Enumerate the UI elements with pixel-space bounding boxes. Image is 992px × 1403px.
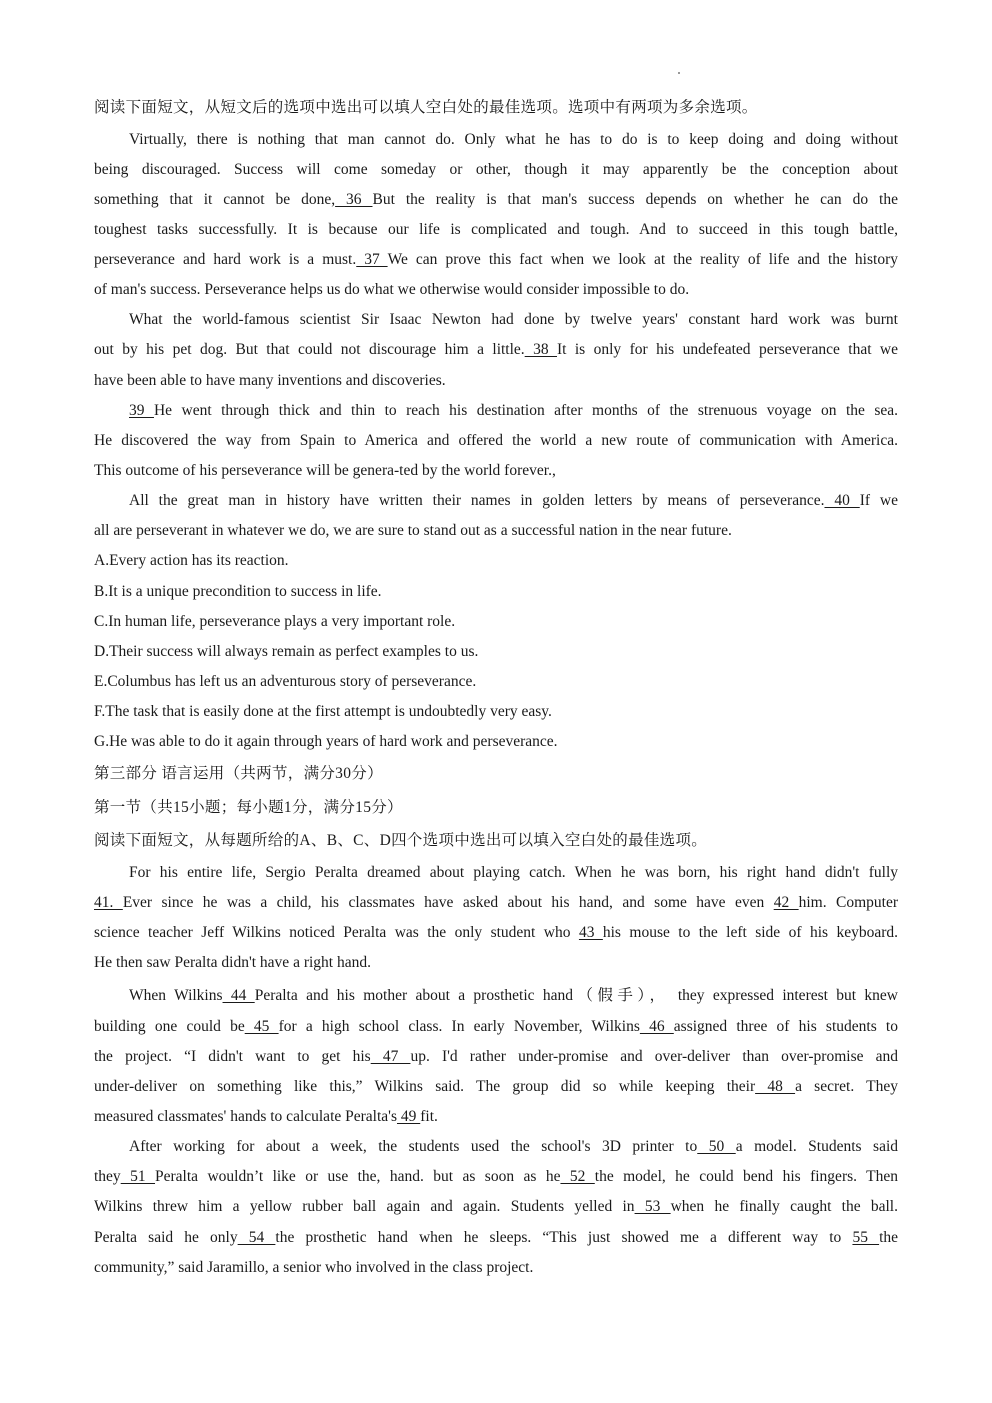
text-span: measured classmates' hands to calculate Peralta's [94,1107,397,1125]
text-span: the project. “I didn't want to get his [94,1047,371,1065]
text-span: science teacher Jeff Wilkins noticed Peralta was the only student who [94,924,571,942]
text-line [94,1223,898,1253]
blank-54: 54 [237,1228,276,1246]
text-line [94,245,898,275]
text-line [94,486,898,516]
text-line: toughest tasks successfully. It is because our life is complicated and tough. And to succeed in this tough battle, [94,220,898,238]
document-page [94,91,898,1283]
text-line [94,185,898,215]
text-span: they [94,1168,121,1186]
section-b-instruction: 阅读下面短文，从短文后的选项中选出可以填人空白处的最佳选项。选项中有两项为多余选项。 [94,99,758,116]
text-line: He discovered the way from Spain to America and offered the world a new route of communication with America. [94,431,898,449]
text-span: Wilkins threw him a yellow rubber ball again and again. Students yelled in [94,1198,635,1216]
blank-38: 38 [524,341,557,359]
scan-speck [678,72,680,74]
text-span: fit. [420,1107,438,1125]
passage-1-paragraph-2 [94,305,898,395]
text-span: Peralta and his mother about a prosthetic hand（假手）， they expressed interest but knew [254,986,898,1004]
passage-1 [94,125,898,547]
text-line [94,1192,898,1222]
blank-55: 55 [852,1228,880,1246]
text-span: assigned three of his students to [673,1017,898,1035]
text-line: Virtually, there is nothing that man cannot do. Only what he has to do is to keep doing and doing without [129,130,898,148]
text-span: him. Computer [798,894,898,912]
blank-48: 48 [755,1077,796,1095]
option-g: G.He was able to do it again through years of hard work and perseverance. [94,733,558,751]
section-1-instruction: 阅读下面短文，从每题所给的A、B、C、D四个选项中选出可以填入空白处的最佳选项。 [94,832,708,850]
blank-40: 40 [824,492,860,510]
blank-37: 37 [356,251,388,269]
blank-42: 42 [773,894,799,912]
text-line: have been able to have many inventions and discoveries. [94,371,446,389]
text-span: the prosthetic hand when he sleeps. “This just showed me a different way to [275,1228,842,1246]
text-span: He went through thick and thin to reach his destination after months of the strenuous voyage on the sea. [153,401,898,419]
option-a: A.Every action has its reaction. [94,552,289,570]
passage-1-paragraph-1 [94,125,898,306]
passage-1-paragraph-3 [94,396,898,486]
option-d: D.Their success will always remain as perfect examples to us. [94,642,479,660]
text-line: of man's success. Perseverance helps us do what we otherwise would consider impossible to do. [94,281,690,299]
text-line [94,1132,898,1162]
text-span: the model, he could bend his fingers. Then [594,1168,898,1186]
text-line: community,” said Jaramillo, a senior who involved in the class project. [94,1258,534,1276]
blank-52: 52 [560,1168,595,1186]
passage-2 [94,858,898,1283]
blank-45: 45 [244,1017,279,1035]
blank-44: 44 [222,986,255,1004]
text-line: This outcome of his perseverance will be genera-ted by the world forever., [94,462,556,480]
text-span: All the great man in history have written their names in golden letters by means of perseverance. [129,492,825,510]
text-line [94,396,898,426]
text-span: But the reality is that man's success depends on whether he can do the [372,190,898,208]
blank-51: 51 [120,1168,156,1186]
text-span: perseverance and hard work is a must. [94,251,357,269]
blank-39: 39 [129,401,154,419]
text-span: something that it cannot be done, [94,190,336,208]
option-f: F.The task that is easily done at the first attempt is undoubtedly very easy. [94,703,552,721]
option-c: C.In human life, perseverance plays a very important role. [94,612,456,630]
text-line: For his entire life, Sergio Peralta dreamed about playing catch. When he was born, his right hand didn't fully [129,863,898,881]
text-span: If we [859,492,898,510]
text-span: Ever since he was a child, his classmates have asked about his hand, and some have even [122,894,765,912]
text-span: his mouse to the left side of his keyboard. [602,924,898,942]
text-line [94,1042,898,1072]
passage-2-paragraph-3 [94,1132,898,1283]
text-span: when he finally caught the ball. [670,1198,898,1216]
passage-2-paragraph-2 [94,979,898,1133]
option-b: B.It is a unique precondition to success in life. [94,582,382,600]
option-e: E.Columbus has left us an adventurous story of perseverance. [94,673,477,691]
text-span: a model. Students said [735,1138,898,1156]
text-span: up. I'd rather under-promise and over-deliver than over-promise and [410,1047,898,1065]
passage-2-paragraph-1 [94,858,898,979]
part-3-heading: 第三部分 语言运用（共两节，满分30分） [94,765,383,783]
text-span: out by his pet dog. But that could not discourage him a little. [94,341,525,359]
text-span: for a high school class. In early November, Wilkins [278,1017,640,1035]
text-line [94,888,898,918]
text-span: When Wilkins [129,986,223,1004]
text-span: a secret. They [795,1077,898,1095]
blank-47: 47 [370,1047,411,1065]
text-line [94,335,898,365]
text-line [94,1102,898,1132]
text-line [94,1072,898,1102]
options-list [94,546,898,757]
blank-43: 43 [578,924,603,942]
blank-46: 46 [639,1017,674,1035]
text-line [94,979,898,1012]
text-line: being discouraged. Success will come someday or other, though it may apparently be the conception about [94,160,898,178]
text-line [94,1162,898,1192]
text-line: He then saw Peralta didn't have a right hand. [94,954,371,972]
text-line [94,1012,898,1042]
text-span: Peralta wouldn’t like or use the, hand. but as soon as he [155,1168,561,1186]
text-line: all are perseverant in whatever we do, we are sure to stand out as a successful nation in the near future. [94,522,732,540]
blank-49: 49 [396,1107,421,1125]
text-span: It is only for his undefeated perseverance that we [557,341,898,359]
blank-41: 41. [94,894,123,912]
text-line: What the world-famous scientist Sir Isaac Newton had done by twelve years' constant hard work was burnt [129,311,898,329]
text-span: We can prove this fact when we look at the reality of life and the history [387,251,898,269]
text-span: Peralta said he only [94,1228,238,1246]
passage-1-paragraph-4 [94,486,898,546]
text-span: under-deliver on something like this,” Wilkins said. The group did so while keeping their [94,1077,756,1095]
text-span: the [879,1228,898,1246]
text-span: After working for about a week, the students used the school's 3D printer to [129,1138,698,1156]
section-1-heading: 第一节（共15小题；每小题1分，满分15分） [94,798,403,816]
blank-36: 36 [335,190,373,208]
blank-53: 53 [634,1198,671,1216]
text-span: building one could be [94,1017,245,1035]
blank-50: 50 [697,1138,736,1156]
text-line [94,918,898,948]
